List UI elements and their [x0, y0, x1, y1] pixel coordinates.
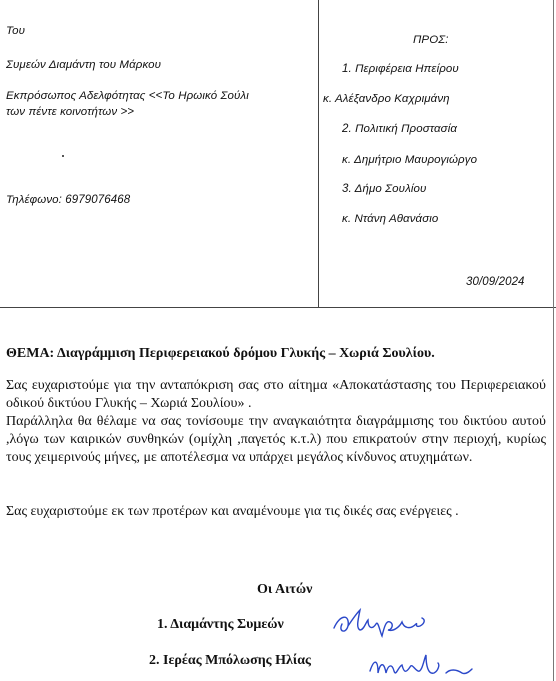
signatory-name: 2. Ιερέας Μπόλωσης Ηλίας	[149, 653, 311, 668]
signatory-name: 1. Διαμάντης Συμεών	[157, 617, 284, 632]
paragraph-thanks: Σας ευχαριστούμε για την ανταπόκριση σας στο αίτημα «Αποκατάστασης του Περιφερειακού οδικού δικτύου Γλυκής – Χωριά Σουλίου» .	[6, 378, 546, 411]
stray-mark	[62, 155, 64, 157]
recipient-item: κ. Δημήτριο Μαυρογιώργο	[342, 154, 478, 166]
paragraph-closing: Σας ευχαριστούμε εκ των προτέρων και αναμένουμε για τις δικές σας ενέργειες .	[6, 504, 459, 519]
recipient-item: 2. Πολιτική Προστασία	[342, 123, 458, 135]
header-divider-horizontal	[0, 307, 556, 308]
sender-name: Συμεών Διαμάντη του Μάρκου	[6, 59, 162, 71]
recipient-item: κ. Ντάνη Αθανάσιο	[342, 213, 439, 225]
closing-label: Οι Αιτών	[257, 582, 313, 597]
recipient-item: κ. Αλέξανδρο Καχριμάνη	[323, 93, 450, 105]
recipients-heading: ΠΡΟΣ:	[413, 34, 449, 46]
signature-2-image	[368, 651, 473, 681]
subject-line: ΘΕΜΑ: Διαγράμμιση Περιφερειακού δρόμου Γλυκής – Χωριά Σουλίου.	[6, 346, 435, 361]
sender-role-line1: Εκπρόσωπος Αδελφότητας <<Το Ηρωικό Σούλι	[6, 90, 249, 102]
sender-to-label: Του	[6, 25, 25, 37]
page-edge-line	[553, 0, 554, 681]
signature-1-image	[330, 606, 430, 640]
header-divider-vertical	[318, 0, 319, 307]
paragraph-request: Παράλληλα θα θέλαμε να σας τονίσουμε την αναγκαιότητα διαγράμμισης του δικτύου αυτού ,λόγω των καιρικών συνθηκών (ομίχλη ,παγετός κ.τ.λ) που επικρατούν στην περιοχή, κυρίως τους χειμερινούς μήνες, με αποτέλεσμα να υπάρχει μεγάλος κίνδυνος ατυχημάτων.	[6, 414, 546, 465]
sender-role-line2: των πέντε κοινοτήτων >>	[6, 106, 135, 118]
recipient-item: 3. Δήμο Σουλίου	[342, 183, 427, 195]
letter-date: 30/09/2024	[466, 276, 525, 288]
recipient-item: 1. Περιφέρεια Ηπείρου	[342, 63, 459, 75]
sender-phone: Τηλέφωνο: 6979076468	[6, 194, 131, 206]
